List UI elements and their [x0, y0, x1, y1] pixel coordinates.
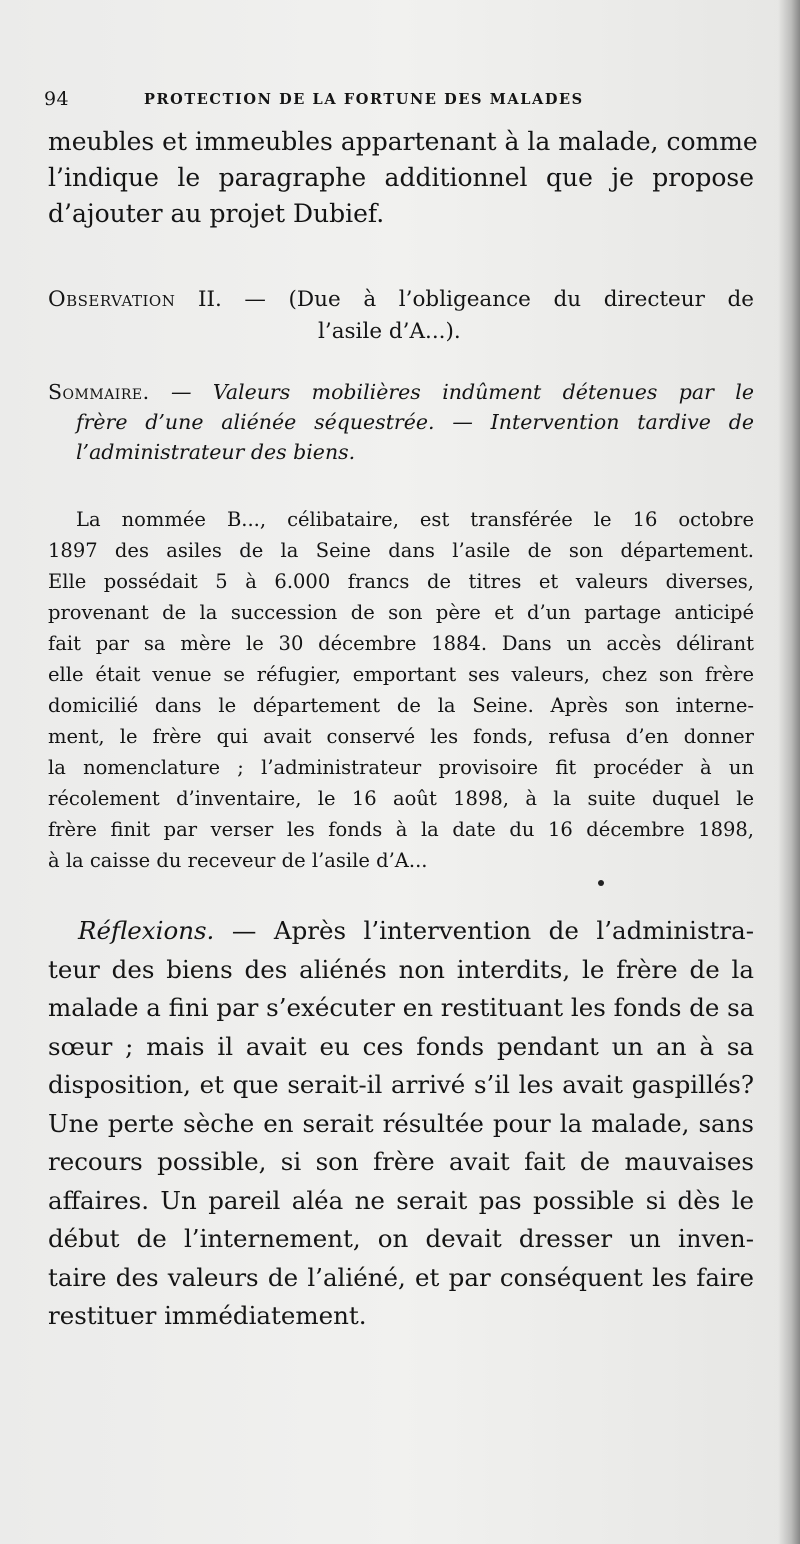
- text-line: recours possible, si son frère avait fait de mauvaises: [48, 1147, 754, 1176]
- continuation-paragraph: [48, 124, 758, 232]
- text-line: malade a fini par s’exécuter en restituant les fonds de sa: [48, 993, 755, 1022]
- observation-line1: — (Due à l’obligeance du directeur de: [221, 287, 754, 312]
- text-line: frère finit par verser les fonds à la date du 16 décembre 1898,: [48, 818, 754, 841]
- page-spine-shadow: [778, 0, 800, 1544]
- observation-label: Observation: [48, 287, 176, 312]
- sommaire-line3: l’administrateur des biens.: [76, 440, 356, 464]
- text-line: Elle possédait 5 à 6.000 francs de titres et valeurs diverses,: [48, 570, 754, 593]
- reflexions-title: Réflexions.: [78, 916, 215, 945]
- reflexions-first-line: — Après l’intervention de l’administra-: [214, 916, 754, 945]
- observation-number: II.: [197, 287, 222, 312]
- text-line: meubles et immeubles appartenant à la malade, comme: [48, 127, 758, 156]
- text-line: sœur ; mais il avait eu ces fonds pendant un an à sa: [48, 1031, 754, 1061]
- text-line: 1897 des asiles de la Seine dans l’asile de son département.: [48, 539, 754, 562]
- running-title: PROTECTION DE LA FORTUNE DES MALADES: [144, 91, 584, 108]
- page-number: 94: [44, 88, 69, 110]
- text-line: la nomenclature ; l’administrateur provisoire fit procéder à un: [48, 756, 754, 779]
- case-description: [48, 504, 754, 876]
- sommaire-label: Sommaire.: [48, 380, 150, 404]
- observation-heading: [48, 284, 754, 348]
- sommaire-line1: — Valeurs mobilières indûment détenues par le: [149, 380, 754, 404]
- sommaire-line2: frère d’une aliénée séquestrée. — Intervention tardive de: [76, 410, 754, 434]
- text-line: domicilié dans le département de la Seine. Après son interne-: [48, 694, 754, 717]
- text-line: récolement d’inventaire, le 16 août 1898, à la suite duquel le: [48, 787, 754, 810]
- observation-line2: l’asile d’A...).: [318, 319, 461, 344]
- text-line: l’indique le paragraphe additionnel que je propose: [48, 163, 754, 192]
- text-line: disposition, et que serait-il arrivé s’il les avait gaspillés?: [48, 1070, 754, 1099]
- text-line: début de l’internement, on devait dresser un inven-: [48, 1224, 754, 1253]
- reflexions-paragraph: [48, 912, 754, 1336]
- text-line: à la caisse du receveur de l’asile d’A...: [48, 849, 428, 872]
- sommaire-summary: [48, 377, 754, 467]
- text-line: ment, le frère qui avait conservé les fonds, refusa d’en donner: [48, 725, 754, 748]
- text-line: taire des valeurs de l’aliéné, et par conséquent les faire: [48, 1262, 754, 1292]
- page-header: [44, 88, 754, 118]
- ink-dot-mark: [598, 880, 604, 886]
- text-line: fait par sa mère le 30 décembre 1884. Dans un accès délirant: [48, 632, 754, 655]
- text-line: Une perte sèche en serait résultée pour la malade, sans: [48, 1108, 754, 1138]
- text-line: affaires. Un pareil aléa ne serait pas possible si dès le: [48, 1185, 754, 1215]
- text-line: restituer immédiatement.: [48, 1301, 367, 1330]
- text-line: teur des biens des aliénés non interdits, le frère de la: [48, 954, 754, 984]
- text-line: provenant de la succession de son père et d’un partage anticipé: [48, 601, 754, 624]
- text-line: elle était venue se réfugier, emportant ses valeurs, chez son frère: [48, 663, 754, 686]
- text-line: La nommée B..., célibataire, est transférée le 16 octobre: [76, 508, 754, 531]
- text-line: d’ajouter au projet Dubief.: [48, 199, 385, 228]
